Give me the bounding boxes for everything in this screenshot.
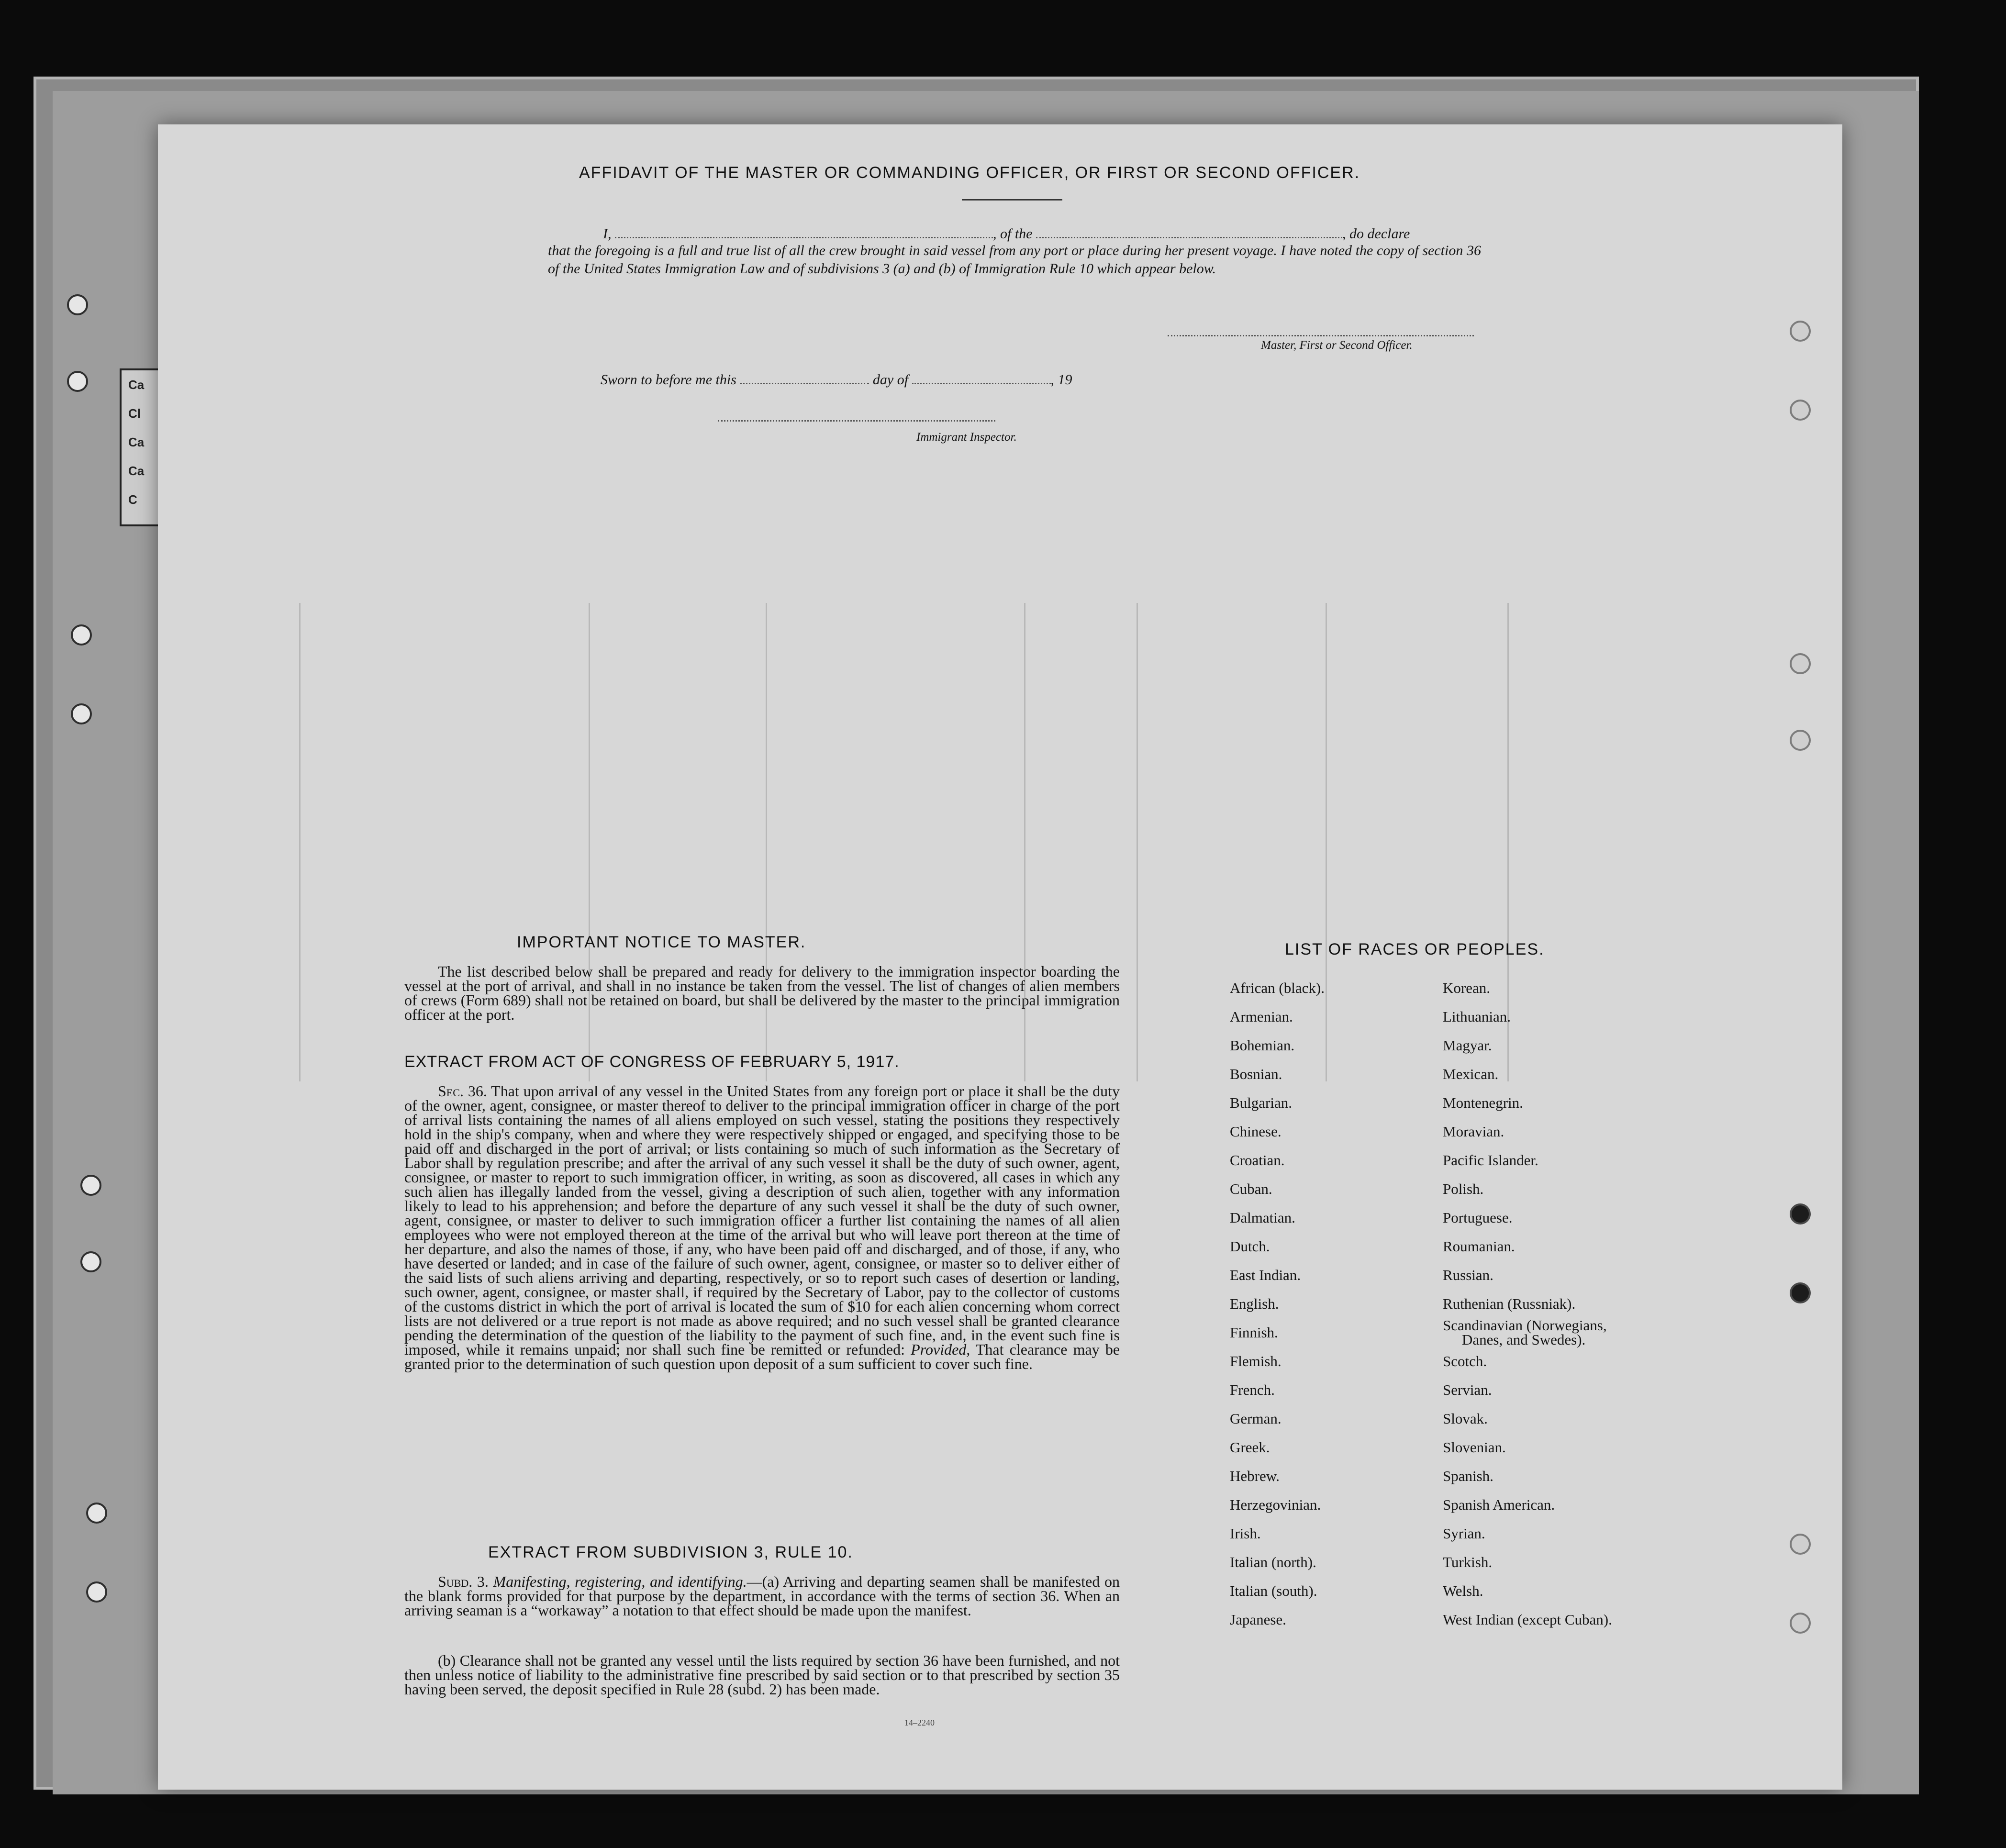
sworn-day-field[interactable] <box>740 368 869 384</box>
race-item: Dutch. <box>1230 1238 1270 1255</box>
year-text: , 19 <box>1050 372 1072 388</box>
form-number: 14–2240 <box>904 1718 935 1727</box>
act-section-body: That upon arrival of any vessel in the United States from any foreign port or place it shall be the duty of the owner, agent, consignee, or master thereof to deliver to the principal immigration officer in charge of the port of arrival lists containing the names of all aliens employed on such vessel, stating the positions they respectively hold in the ship's company, when and where they were respectively shipped or engaged, and specifying those to be paid off and discharged in the port of arrival; or lists containing so much of such information as the Secretary of Labor shall by regulation prescribe; and after the arrival of any such vessel it shall be the duty of such owner, agent, consignee, or master to report to such immigration officer, in writing, as soon as discovered, all cases in which any such alien has illegally landed from the vessel, giving a description of such alien, together with any information likely to lead to his apprehension; and before the departure of any such vessel it shall be the duty of such owner, agent, consignee, or master to deliver to such immigration officer a further list containing the names of all alien employees who were not employed thereon at the time of the arrival but who will leave port thereon at the time of her departure, and also the names of those, if any, who have been paid off and discharged, and of those, if any, who have deserted or landed; and in case of the failure of such owner, agent, consignee, or master so to deliver either of the said lists of such aliens arriving and departing, respectively, or so to report such cases of desertion or landing, such owner, agent, consignee, or master shall, if required by the Secretary of Labor, pay to the collector of customs of the customs district in which the port of arrival is located the sum of $10 for each alien concerning whom correct lists are not delivered or a true report is not made as above required; and no such vessel shall be granted clearance pending the determination of the question of the liability to the payment of such fine, and, in the event such fine is imposed, while it remains unpaid; nor shall such fine be remitted or refunded: <box>404 1082 1120 1358</box>
race-item: East Indian. <box>1230 1267 1301 1283</box>
race-item: Armenian. <box>1230 1008 1293 1025</box>
race-item: Portuguese. <box>1443 1209 1513 1226</box>
act-provided: Provided, <box>911 1341 970 1358</box>
race-item: Moravian. <box>1443 1123 1504 1140</box>
race-item: Cuban. <box>1230 1180 1272 1197</box>
race-item: Herzegovinian. <box>1230 1496 1321 1513</box>
race-item: French. <box>1230 1381 1275 1398</box>
punch-hole <box>1790 321 1811 342</box>
punch-hole <box>1790 1282 1811 1303</box>
vessel-name-field[interactable] <box>1036 223 1342 238</box>
race-item: Spanish American. <box>1443 1496 1555 1513</box>
act-section-end: That clearance may be granted prior to the determination of such question upon deposit of a sum sufficient to cover such fine. <box>404 1341 1120 1372</box>
punch-hole <box>80 1251 101 1272</box>
punch-hole <box>1790 1534 1811 1555</box>
race-item: Finnish. <box>1230 1324 1278 1341</box>
tab-letter: Ca <box>128 378 145 392</box>
punch-hole <box>86 1503 107 1524</box>
punch-hole <box>80 1175 101 1196</box>
of-the-text: , of the <box>993 226 1033 242</box>
punch-hole <box>1790 730 1811 751</box>
sworn-line <box>601 368 1072 388</box>
race-item: Irish. <box>1230 1525 1261 1542</box>
inspector-signature-label: Immigrant Inspector. <box>916 431 1017 444</box>
race-item: Spanish. <box>1443 1468 1493 1484</box>
race-item: Montenegrin. <box>1443 1094 1523 1111</box>
punch-hole <box>71 703 92 724</box>
race-item: Pacific Islander. <box>1443 1152 1538 1169</box>
punch-hole <box>1790 1613 1811 1634</box>
race-item: Welsh. <box>1443 1582 1483 1599</box>
race-item: Russian. <box>1443 1267 1493 1283</box>
race-item: Italian (south). <box>1230 1582 1317 1599</box>
sworn-text: Sworn to before me this <box>601 372 736 388</box>
pre-name-text: I, <box>603 226 612 242</box>
race-item: Croatian. <box>1230 1152 1285 1169</box>
notice-title: IMPORTANT NOTICE TO MASTER. <box>517 933 806 951</box>
title-rule <box>962 199 1062 200</box>
declaration-body: that the foregoing is a full and true list of all the crew brought in said vessel from any port or place during her present voyage. I have noted the copy of section 36 of the United States Immigration Law and of subdivisions 3 (a) and (b) of Immigration Rule 10 which appear below. <box>548 243 1481 277</box>
race-item: Servian. <box>1443 1381 1492 1398</box>
punch-hole <box>67 371 88 392</box>
races-right-column <box>1443 974 1612 1634</box>
race-item: Greek. <box>1230 1439 1270 1456</box>
race-item: Italian (north). <box>1230 1554 1316 1570</box>
act-section-36 <box>404 1084 1120 1371</box>
race-item: Bohemian. <box>1230 1037 1295 1054</box>
race-item: Scandinavian (Norwegians, <box>1443 1317 1607 1334</box>
affidavit-page <box>158 124 1842 1790</box>
race-item: West Indian (except Cuban). <box>1443 1611 1612 1628</box>
race-item: Slovenian. <box>1443 1439 1506 1456</box>
punch-hole <box>71 624 92 646</box>
act-extract-title: EXTRACT FROM ACT OF CONGRESS OF FEBRUARY 5, 1917. <box>404 1053 900 1071</box>
race-item: Flemish. <box>1230 1353 1282 1369</box>
punch-hole <box>1790 400 1811 421</box>
punch-hole <box>1790 1203 1811 1225</box>
rule-subd-title: Manifesting, registering, and identifying. <box>493 1573 747 1590</box>
race-item: Scotch. <box>1443 1353 1487 1369</box>
rule-subd-number: Subd. 3. <box>438 1573 489 1590</box>
race-item: German. <box>1230 1410 1282 1427</box>
race-item: Ruthenian (Russniak). <box>1443 1295 1576 1312</box>
do-declare-text: , do declare <box>1342 226 1410 242</box>
race-item: Syrian. <box>1443 1525 1485 1542</box>
race-item: Bulgarian. <box>1230 1094 1292 1111</box>
rule-para-a-text: —(a) Arriving and departing seamen shall be manifested on the blank forms provided for that purpose by the department, in accordance with the terms of section 36. When an arriving seaman is a “workaway” a notation to that effect should be made upon the manifest. <box>404 1573 1120 1619</box>
officer-name-field[interactable] <box>615 223 993 238</box>
index-card-tab <box>120 368 163 526</box>
sworn-month-field[interactable] <box>912 368 1051 384</box>
race-item: Danes, and Swedes). <box>1462 1331 1586 1348</box>
punch-hole <box>86 1581 107 1603</box>
punch-hole <box>1790 653 1811 674</box>
tab-letter: Ca <box>128 435 145 449</box>
rule-para-a <box>404 1574 1120 1617</box>
master-signature-label: Master, First or Second Officer. <box>1261 339 1413 352</box>
bleed-through-line <box>299 603 301 1081</box>
race-item: Slovak. <box>1443 1410 1488 1427</box>
race-item: African (black). <box>1230 980 1325 996</box>
day-of-text: day of <box>872 372 909 388</box>
bleed-through-line <box>1326 603 1327 1081</box>
tab-letter: Cl <box>128 406 141 421</box>
races-title: LIST OF RACES OR PEOPLES. <box>1285 940 1545 958</box>
affidavit-title: AFFIDAVIT OF THE MASTER OR COMMANDING OFFICER, OR FIRST OR SECOND OFFICER. <box>579 164 1360 182</box>
race-item: Japanese. <box>1230 1611 1286 1628</box>
master-signature-line[interactable] <box>1168 335 1474 336</box>
punch-hole <box>67 294 88 315</box>
race-item: Bosnian. <box>1230 1066 1282 1082</box>
declaration-line <box>603 223 1410 242</box>
notice-body: The list described below shall be prepared and ready for delivery to the immigration inspector boarding the vessel at the port of arrival, and shall in no instance be taken from the vessel. The list of changes of alien members of crews (Form 689) shall not be retained on board, but shall be delivered by the master to the principal immigration officer at the port. <box>404 963 1120 1023</box>
race-item: Dalmatian. <box>1230 1209 1295 1226</box>
race-item: Korean. <box>1443 980 1490 996</box>
race-item: Hebrew. <box>1230 1468 1280 1484</box>
race-item: Magyar. <box>1443 1037 1492 1054</box>
tab-letter: C <box>128 492 137 507</box>
tab-letter: Ca <box>128 464 145 478</box>
race-item: Chinese. <box>1230 1123 1282 1140</box>
bleed-through-line <box>1137 603 1138 1081</box>
rule-para-b: (b) Clearance shall not be granted any vessel until the lists required by section 36 have been furnished, and not then unless notice of liability to the administrative fine prescribed by said section or to that prescribed by section 35 having been served, the deposit specified in Rule 28 (subd. 2) has been made. <box>404 1652 1120 1698</box>
races-left-column <box>1230 974 1325 1634</box>
act-section-number: Sec. 36. <box>438 1082 487 1100</box>
rule-extract-title: EXTRACT FROM SUBDIVISION 3, RULE 10. <box>488 1543 853 1561</box>
race-item: Turkish. <box>1443 1554 1493 1570</box>
race-item: English. <box>1230 1295 1279 1312</box>
race-item: Lithuanian. <box>1443 1008 1511 1025</box>
inspector-signature-line[interactable] <box>718 420 995 422</box>
race-item: Polish. <box>1443 1180 1484 1197</box>
race-item: Mexican. <box>1443 1066 1499 1082</box>
race-item: Roumanian. <box>1443 1238 1515 1255</box>
